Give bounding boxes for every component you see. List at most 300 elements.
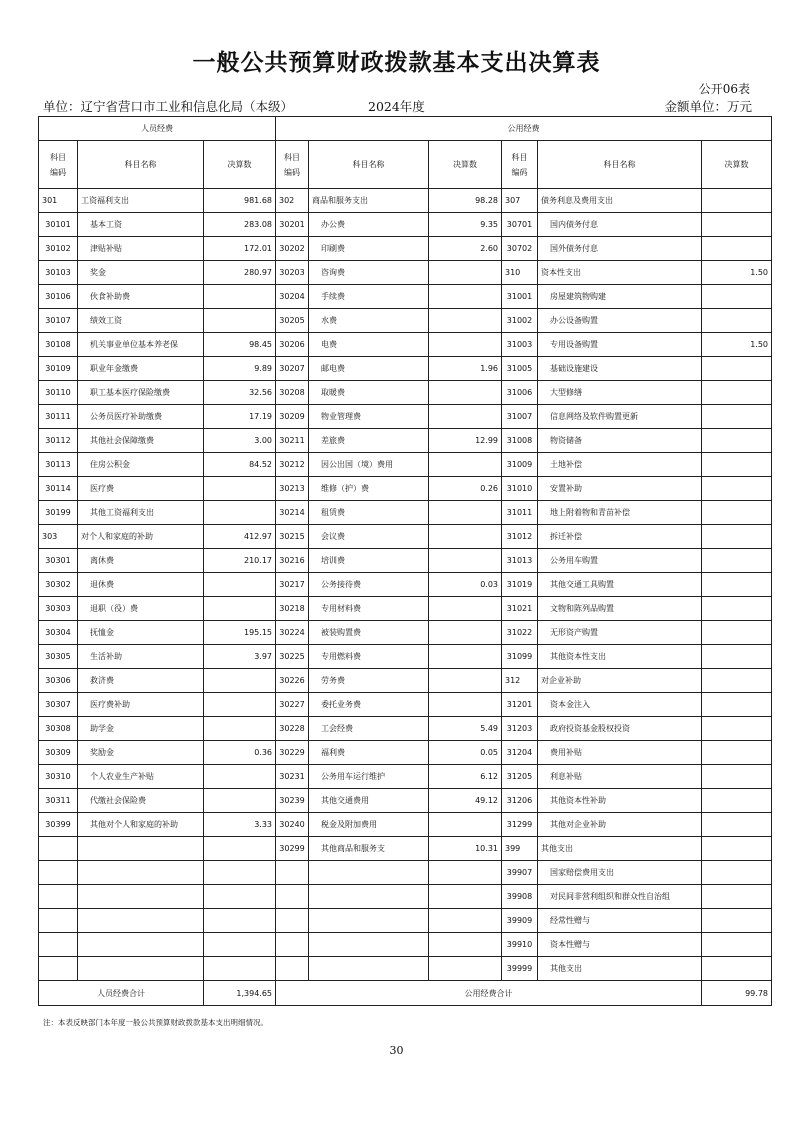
subject-code: 302 — [276, 189, 309, 213]
amount-value: 0.26 — [429, 477, 502, 501]
table-row — [39, 549, 772, 573]
table-row — [39, 693, 772, 717]
totals-row — [39, 981, 772, 1006]
amount-value — [204, 765, 276, 789]
amount-value — [702, 645, 772, 669]
subject-code: 31012 — [502, 525, 538, 549]
subject-name: 对个人和家庭的补助 — [78, 525, 204, 549]
subject-name: 印刷费 — [309, 237, 429, 261]
subject-name — [309, 957, 429, 981]
amount-value — [702, 501, 772, 525]
subject-code — [39, 909, 78, 933]
subject-code: 39910 — [502, 933, 538, 957]
amount-value — [429, 909, 502, 933]
subject-code: 30305 — [39, 645, 78, 669]
amount-value: 84.52 — [204, 453, 276, 477]
subject-name: 个人农业生产补贴 — [78, 765, 204, 789]
subject-name — [78, 957, 204, 981]
subject-name: 租赁费 — [309, 501, 429, 525]
subject-code — [276, 909, 309, 933]
amount-value: 98.45 — [204, 333, 276, 357]
amount-value — [204, 501, 276, 525]
amount-value — [702, 765, 772, 789]
amount-value — [204, 717, 276, 741]
table-row — [39, 429, 772, 453]
subject-code: 30311 — [39, 789, 78, 813]
table-row — [39, 309, 772, 333]
subject-name: 委托业务费 — [309, 693, 429, 717]
amount-value — [429, 813, 502, 837]
subject-code — [39, 957, 78, 981]
subject-code: 39907 — [502, 861, 538, 885]
amount-value — [204, 309, 276, 333]
amount-value: 280.97 — [204, 261, 276, 285]
public-total-value: 99.78 — [702, 981, 772, 1006]
subject-code: 30214 — [276, 501, 309, 525]
amount-value — [429, 669, 502, 693]
amount-value — [429, 309, 502, 333]
subject-code: 30203 — [276, 261, 309, 285]
subject-name: 工资福利支出 — [78, 189, 204, 213]
col-amount: 决算数 — [429, 141, 502, 189]
subject-code: 30306 — [39, 669, 78, 693]
amount-value — [702, 405, 772, 429]
subject-code: 30304 — [39, 621, 78, 645]
subject-name: 其他支出 — [538, 957, 702, 981]
amount-value — [429, 645, 502, 669]
amount-value — [702, 549, 772, 573]
subject-code: 30106 — [39, 285, 78, 309]
col-name: 科目名称 — [309, 141, 429, 189]
subject-code: 30303 — [39, 597, 78, 621]
amount-value — [204, 861, 276, 885]
subject-code: 31010 — [502, 477, 538, 501]
table-row — [39, 717, 772, 741]
amount-value — [429, 285, 502, 309]
table-row — [39, 357, 772, 381]
table-row — [39, 957, 772, 981]
subject-name: 机关事业单位基本养老保 — [78, 333, 204, 357]
subject-name: 职业年金缴费 — [78, 357, 204, 381]
amount-value — [204, 597, 276, 621]
subject-name: 房屋建筑物购建 — [538, 285, 702, 309]
subject-code: 30204 — [276, 285, 309, 309]
subject-name: 无形资产购置 — [538, 621, 702, 645]
subject-code: 30213 — [276, 477, 309, 501]
amount-value — [702, 189, 772, 213]
table-row — [39, 645, 772, 669]
amount-value: 32.56 — [204, 381, 276, 405]
subject-name: 税金及附加费用 — [309, 813, 429, 837]
amount-value — [702, 429, 772, 453]
table-row — [39, 885, 772, 909]
subject-name: 工会经费 — [309, 717, 429, 741]
subject-name: 救济费 — [78, 669, 204, 693]
amount-value — [702, 669, 772, 693]
subject-code — [39, 837, 78, 861]
amount-value — [429, 333, 502, 357]
subject-code — [39, 885, 78, 909]
subject-code — [39, 933, 78, 957]
fiscal-year: 2024年度 — [368, 99, 425, 114]
page-number: 30 — [389, 1044, 404, 1057]
subject-code: 30240 — [276, 813, 309, 837]
subject-code: 30112 — [39, 429, 78, 453]
col-name: 科目名称 — [78, 141, 204, 189]
subject-name: 国外债务付息 — [538, 237, 702, 261]
amount-value — [702, 717, 772, 741]
amount-value: 195.15 — [204, 621, 276, 645]
unit-info-row — [43, 97, 752, 113]
subject-name: 基础设施建设 — [538, 357, 702, 381]
subject-name: 其他对个人和家庭的补助 — [78, 813, 204, 837]
subject-name: 公务用车运行维护 — [309, 765, 429, 789]
subject-code: 303 — [39, 525, 78, 549]
amount-value — [204, 693, 276, 717]
table-row — [39, 333, 772, 357]
amount-value — [429, 525, 502, 549]
subject-code: 39909 — [502, 909, 538, 933]
subject-code: 31299 — [502, 813, 538, 837]
subject-name: 国内债务付息 — [538, 213, 702, 237]
table-row — [39, 765, 772, 789]
subject-code: 30208 — [276, 381, 309, 405]
expenditure-table — [38, 116, 772, 1006]
amount-value — [429, 621, 502, 645]
subject-name: 其他支出 — [538, 837, 702, 861]
subject-code: 30101 — [39, 213, 78, 237]
subject-name — [78, 837, 204, 861]
subject-code: 31006 — [502, 381, 538, 405]
subject-name: 资本金注入 — [538, 693, 702, 717]
amount-value — [702, 957, 772, 981]
subject-name: 商品和服务支出 — [309, 189, 429, 213]
subject-name: 专用材料费 — [309, 597, 429, 621]
subject-name: 文物和陈列品购置 — [538, 597, 702, 621]
amount-value — [702, 357, 772, 381]
subject-name: 离休费 — [78, 549, 204, 573]
amount-value — [702, 933, 772, 957]
amount-value: 49.12 — [429, 789, 502, 813]
subject-code: 30231 — [276, 765, 309, 789]
amount-value — [204, 933, 276, 957]
subject-code: 30205 — [276, 309, 309, 333]
amount-value — [702, 621, 772, 645]
subject-code: 30109 — [39, 357, 78, 381]
subject-code: 31011 — [502, 501, 538, 525]
subject-name: 水费 — [309, 309, 429, 333]
subject-name: 电费 — [309, 333, 429, 357]
table-body — [39, 189, 772, 981]
table-row — [39, 933, 772, 957]
subject-name: 其他对企业补助 — [538, 813, 702, 837]
amount-value — [702, 885, 772, 909]
subject-code: 31013 — [502, 549, 538, 573]
subject-name: 其他工资福利支出 — [78, 501, 204, 525]
col-amount: 决算数 — [702, 141, 772, 189]
subject-code: 31206 — [502, 789, 538, 813]
table-row — [39, 837, 772, 861]
subject-name: 债务利息及费用支出 — [538, 189, 702, 213]
amount-value — [702, 573, 772, 597]
subject-name: 咨询费 — [309, 261, 429, 285]
amount-value — [702, 909, 772, 933]
subject-name: 差旅费 — [309, 429, 429, 453]
amount-value — [702, 285, 772, 309]
amount-value — [204, 573, 276, 597]
subject-code: 30199 — [39, 501, 78, 525]
subject-code: 31001 — [502, 285, 538, 309]
subject-name: 其他社会保障缴费 — [78, 429, 204, 453]
subject-code: 31009 — [502, 453, 538, 477]
amount-value — [204, 909, 276, 933]
subject-name: 津贴补贴 — [78, 237, 204, 261]
subject-name: 维修（护）费 — [309, 477, 429, 501]
amount-value: 172.01 — [204, 237, 276, 261]
amount-value — [429, 381, 502, 405]
form-number: 公开06表 — [698, 82, 750, 96]
table-row — [39, 189, 772, 213]
amount-value: 1.96 — [429, 357, 502, 381]
subject-code — [276, 861, 309, 885]
amount-value — [204, 789, 276, 813]
amount-value — [204, 837, 276, 861]
subject-code: 30299 — [276, 837, 309, 861]
subject-name — [78, 861, 204, 885]
amount-value — [702, 453, 772, 477]
table-row — [39, 405, 772, 429]
subject-name: 利息补贴 — [538, 765, 702, 789]
amount-value — [429, 957, 502, 981]
subject-code: 31203 — [502, 717, 538, 741]
subject-name: 费用补贴 — [538, 741, 702, 765]
amount-value: 210.17 — [204, 549, 276, 573]
subject-name: 办公费 — [309, 213, 429, 237]
col-name: 科目名称 — [538, 141, 702, 189]
amount-value: 0.03 — [429, 573, 502, 597]
col-amount: 决算数 — [204, 141, 276, 189]
subject-name: 奖金 — [78, 261, 204, 285]
subject-name: 会议费 — [309, 525, 429, 549]
subject-name: 专用设备购置 — [538, 333, 702, 357]
subject-code — [276, 933, 309, 957]
table-row — [39, 597, 772, 621]
subject-name: 经常性赠与 — [538, 909, 702, 933]
subject-code: 399 — [502, 837, 538, 861]
subject-code: 31205 — [502, 765, 538, 789]
subject-name: 专用燃料费 — [309, 645, 429, 669]
amount-value — [702, 381, 772, 405]
subject-name — [309, 909, 429, 933]
page-title: 一般公共预算财政拨款基本支出决算表 — [192, 49, 601, 76]
subject-code: 30228 — [276, 717, 309, 741]
subject-code: 30215 — [276, 525, 309, 549]
table-row — [39, 813, 772, 837]
subject-name: 对企业补助 — [538, 669, 702, 693]
table-row — [39, 381, 772, 405]
subject-code: 30399 — [39, 813, 78, 837]
subject-name — [78, 885, 204, 909]
subject-name: 医疗费补助 — [78, 693, 204, 717]
amount-value — [429, 933, 502, 957]
subject-name: 因公出国（境）费用 — [309, 453, 429, 477]
amount-value — [702, 693, 772, 717]
subject-code: 30308 — [39, 717, 78, 741]
subject-code: 30207 — [276, 357, 309, 381]
subject-name: 奖励金 — [78, 741, 204, 765]
subject-code: 301 — [39, 189, 78, 213]
amount-value — [204, 477, 276, 501]
col-code: 科目 编码 — [39, 141, 78, 189]
reporting-unit: 单位：辽宁省营口市工业和信息化局（本级） — [43, 99, 294, 114]
subject-code: 30217 — [276, 573, 309, 597]
subject-name — [78, 933, 204, 957]
amount-value — [702, 813, 772, 837]
table-row — [39, 741, 772, 765]
subject-code: 31005 — [502, 357, 538, 381]
table-row — [39, 501, 772, 525]
subject-name: 手续费 — [309, 285, 429, 309]
amount-value — [429, 453, 502, 477]
subject-name: 其他交通费用 — [309, 789, 429, 813]
subject-code: 30108 — [39, 333, 78, 357]
subject-code: 30212 — [276, 453, 309, 477]
subject-name: 其他资本性补助 — [538, 789, 702, 813]
amount-value — [702, 525, 772, 549]
subject-code: 30102 — [39, 237, 78, 261]
table-row — [39, 861, 772, 885]
amount-value: 17.19 — [204, 405, 276, 429]
subject-name: 拆迁补偿 — [538, 525, 702, 549]
amount-value — [702, 477, 772, 501]
subject-name: 物资储备 — [538, 429, 702, 453]
personnel-total-value: 1,394.65 — [204, 981, 276, 1006]
subject-code: 30218 — [276, 597, 309, 621]
subject-code: 30226 — [276, 669, 309, 693]
subject-name: 被装购置费 — [309, 621, 429, 645]
amount-value: 981.68 — [204, 189, 276, 213]
subject-code: 31002 — [502, 309, 538, 333]
subject-code: 30227 — [276, 693, 309, 717]
amount-value — [429, 885, 502, 909]
subject-code: 31021 — [502, 597, 538, 621]
subject-code: 31003 — [502, 333, 538, 357]
amount-value — [702, 837, 772, 861]
amount-value: 3.00 — [204, 429, 276, 453]
subject-name: 公务用车购置 — [538, 549, 702, 573]
subject-code: 30111 — [39, 405, 78, 429]
amount-value — [702, 741, 772, 765]
table-row — [39, 789, 772, 813]
subject-name — [309, 885, 429, 909]
amount-value — [429, 261, 502, 285]
subject-code: 39908 — [502, 885, 538, 909]
subject-code: 30201 — [276, 213, 309, 237]
table-row — [39, 909, 772, 933]
amount-value — [429, 861, 502, 885]
table-row — [39, 525, 772, 549]
amount-value — [702, 597, 772, 621]
subject-code: 30301 — [39, 549, 78, 573]
subject-code: 30110 — [39, 381, 78, 405]
amount-value — [204, 957, 276, 981]
table-row — [39, 453, 772, 477]
table-row — [39, 261, 772, 285]
amount-value — [429, 549, 502, 573]
subject-name: 公务接待费 — [309, 573, 429, 597]
subject-name: 其他资本性支出 — [538, 645, 702, 669]
amount-value: 1.50 — [702, 333, 772, 357]
subject-name: 医疗费 — [78, 477, 204, 501]
subject-name: 生活补助 — [78, 645, 204, 669]
subject-name: 公务员医疗补助缴费 — [78, 405, 204, 429]
subject-name: 代缴社会保险费 — [78, 789, 204, 813]
subject-code: 30211 — [276, 429, 309, 453]
amount-value — [702, 861, 772, 885]
subject-name: 助学金 — [78, 717, 204, 741]
subject-name: 对民间非营利组织和群众性自治组 — [538, 885, 702, 909]
header-row-groups — [39, 117, 772, 141]
amount-value: 98.28 — [429, 189, 502, 213]
subject-name: 土地补偿 — [538, 453, 702, 477]
subject-name: 伙食补助费 — [78, 285, 204, 309]
subject-name: 退职（役）费 — [78, 597, 204, 621]
subject-code: 30114 — [39, 477, 78, 501]
amount-value: 5.49 — [429, 717, 502, 741]
amount-value: 0.36 — [204, 741, 276, 765]
subject-code: 30702 — [502, 237, 538, 261]
subject-name: 取暖费 — [309, 381, 429, 405]
subject-name: 国家赔偿费用支出 — [538, 861, 702, 885]
amount-value — [204, 285, 276, 309]
subject-code: 30701 — [502, 213, 538, 237]
subject-name — [78, 909, 204, 933]
subject-name: 抚恤金 — [78, 621, 204, 645]
subject-name: 退休费 — [78, 573, 204, 597]
subject-name: 资本性赠与 — [538, 933, 702, 957]
table-row — [39, 621, 772, 645]
amount-value — [204, 669, 276, 693]
amount-value: 12.99 — [429, 429, 502, 453]
subject-code — [276, 885, 309, 909]
subject-name: 地上附着物和青苗补偿 — [538, 501, 702, 525]
subject-name: 劳务费 — [309, 669, 429, 693]
subject-code: 30103 — [39, 261, 78, 285]
amount-value: 6.12 — [429, 765, 502, 789]
table-row — [39, 477, 772, 501]
subject-name: 其他交通工具购置 — [538, 573, 702, 597]
amount-value: 283.08 — [204, 213, 276, 237]
subject-code: 31008 — [502, 429, 538, 453]
subject-name: 邮电费 — [309, 357, 429, 381]
subject-code: 30206 — [276, 333, 309, 357]
amount-value — [429, 405, 502, 429]
amount-value: 9.35 — [429, 213, 502, 237]
subject-code: 30113 — [39, 453, 78, 477]
col-code: 科目 编码 — [502, 141, 538, 189]
amount-value — [702, 237, 772, 261]
amount-value: 0.05 — [429, 741, 502, 765]
subject-code: 31204 — [502, 741, 538, 765]
subject-code: 312 — [502, 669, 538, 693]
subject-name: 职工基本医疗保险缴费 — [78, 381, 204, 405]
amount-value — [702, 309, 772, 333]
amount-value: 2.60 — [429, 237, 502, 261]
personnel-group-header: 人员经费 — [39, 117, 276, 141]
subject-code — [276, 957, 309, 981]
col-code: 科目 编码 — [276, 141, 309, 189]
subject-code: 30302 — [39, 573, 78, 597]
